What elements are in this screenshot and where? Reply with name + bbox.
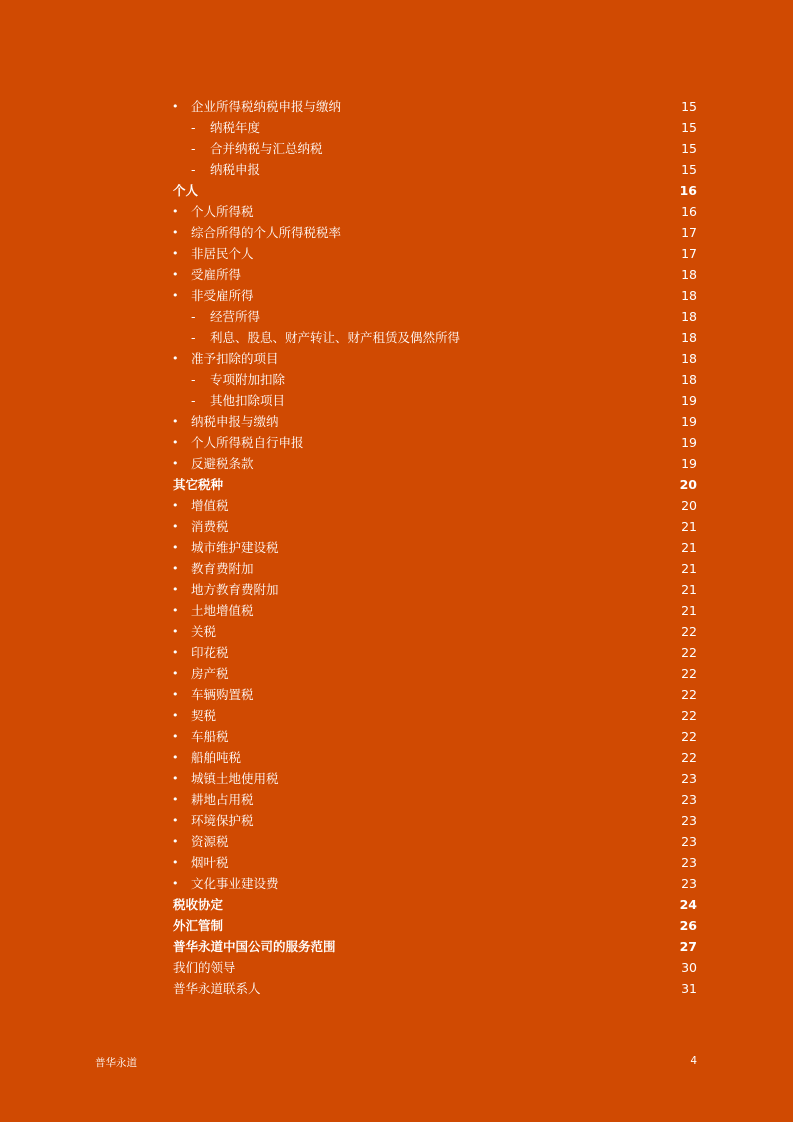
toc-entry-page: 26 bbox=[679, 918, 697, 933]
dash-icon: - bbox=[191, 330, 196, 345]
toc-entry-page: 18 bbox=[681, 309, 697, 324]
toc-entry-page: 24 bbox=[679, 897, 697, 912]
toc-entry-page: 19 bbox=[681, 393, 697, 408]
toc-entry-label: 土地增值税 bbox=[191, 603, 254, 618]
toc-entry-page: 18 bbox=[681, 267, 697, 282]
toc-entry[interactable] bbox=[0, 138, 793, 159]
toc-entry-label: 车船税 bbox=[191, 729, 229, 744]
toc-entry-page: 22 bbox=[681, 645, 697, 660]
toc-entry[interactable] bbox=[0, 390, 793, 411]
toc-entry-page: 22 bbox=[681, 708, 697, 723]
toc-entry[interactable] bbox=[0, 201, 793, 222]
toc-entry[interactable] bbox=[0, 621, 793, 642]
toc-entry-page: 19 bbox=[681, 414, 697, 429]
toc-entry-label: 烟叶税 bbox=[191, 855, 229, 870]
toc-entry-label: 船舶吨税 bbox=[191, 750, 242, 765]
toc-entry-page: 17 bbox=[681, 225, 697, 240]
toc-entry-label: 受雇所得 bbox=[191, 267, 242, 282]
dash-icon: - bbox=[191, 162, 196, 177]
bullet-icon: • bbox=[172, 604, 179, 617]
toc-entry-page: 17 bbox=[681, 246, 697, 261]
toc-entry[interactable] bbox=[0, 768, 793, 789]
toc-entry[interactable] bbox=[0, 747, 793, 768]
toc-entry-label: 其它税种 bbox=[173, 477, 224, 492]
toc-entry-label: 专项附加扣除 bbox=[210, 372, 286, 387]
bullet-icon: • bbox=[172, 625, 179, 638]
toc-entry-label: 耕地占用税 bbox=[191, 792, 254, 807]
toc-entry[interactable] bbox=[0, 726, 793, 747]
dash-icon: - bbox=[191, 120, 196, 135]
toc-entry[interactable] bbox=[0, 453, 793, 474]
toc-entry-label: 经营所得 bbox=[210, 309, 261, 324]
toc-entry-label: 准予扣除的项目 bbox=[191, 351, 279, 366]
toc-entry-page: 20 bbox=[679, 477, 697, 492]
toc-entry-page: 27 bbox=[679, 939, 697, 954]
toc-entry[interactable] bbox=[0, 579, 793, 600]
toc-entry[interactable] bbox=[0, 348, 793, 369]
toc-entry-label: 纳税年度 bbox=[210, 120, 261, 135]
toc-entry-page: 20 bbox=[681, 498, 697, 513]
toc-entry[interactable] bbox=[0, 936, 793, 957]
toc-entry[interactable] bbox=[0, 369, 793, 390]
bullet-icon: • bbox=[172, 814, 179, 827]
toc-entry-page: 23 bbox=[681, 813, 697, 828]
toc-entry-page: 19 bbox=[681, 435, 697, 450]
toc-entry-label: 综合所得的个人所得税税率 bbox=[191, 225, 342, 240]
bullet-icon: • bbox=[172, 583, 179, 596]
toc-entry-page: 16 bbox=[679, 183, 697, 198]
bullet-icon: • bbox=[172, 688, 179, 701]
bullet-icon: • bbox=[172, 667, 179, 680]
toc-entry-page: 22 bbox=[681, 624, 697, 639]
bullet-icon: • bbox=[172, 268, 179, 281]
toc-entry-label: 普华永道中国公司的服务范围 bbox=[173, 939, 336, 954]
toc-entry[interactable] bbox=[0, 180, 793, 201]
toc-entry-page: 21 bbox=[681, 603, 697, 618]
bullet-icon: • bbox=[172, 247, 179, 260]
toc-entry-page: 18 bbox=[681, 351, 697, 366]
toc-entry-page: 21 bbox=[681, 540, 697, 555]
toc-entry-label: 外汇管制 bbox=[173, 918, 224, 933]
bullet-icon: • bbox=[172, 877, 179, 890]
dash-icon: - bbox=[191, 309, 196, 324]
bullet-icon: • bbox=[172, 205, 179, 218]
bullet-icon: • bbox=[172, 499, 179, 512]
toc-entry-label: 非受雇所得 bbox=[191, 288, 254, 303]
toc-entry[interactable] bbox=[0, 495, 793, 516]
toc-entry[interactable] bbox=[0, 306, 793, 327]
dash-icon: - bbox=[191, 141, 196, 156]
table-of-contents bbox=[0, 96, 793, 999]
toc-entry-label: 纳税申报 bbox=[210, 162, 261, 177]
toc-entry-label: 普华永道联系人 bbox=[173, 981, 261, 996]
toc-entry-page: 19 bbox=[681, 456, 697, 471]
bullet-icon: • bbox=[172, 457, 179, 470]
bullet-icon: • bbox=[172, 856, 179, 869]
toc-entry-page: 18 bbox=[681, 330, 697, 345]
toc-entry-page: 23 bbox=[681, 855, 697, 870]
toc-entry-page: 23 bbox=[681, 876, 697, 891]
toc-entry-label: 环境保护税 bbox=[191, 813, 254, 828]
toc-entry[interactable] bbox=[0, 810, 793, 831]
toc-entry-page: 18 bbox=[681, 372, 697, 387]
toc-entry-label: 税收协定 bbox=[173, 897, 224, 912]
toc-entry[interactable] bbox=[0, 516, 793, 537]
toc-entry[interactable] bbox=[0, 831, 793, 852]
toc-entry[interactable] bbox=[0, 117, 793, 138]
toc-entry-page: 21 bbox=[681, 519, 697, 534]
toc-entry-page: 18 bbox=[681, 288, 697, 303]
toc-entry-label: 资源税 bbox=[191, 834, 229, 849]
toc-entry[interactable] bbox=[0, 978, 793, 999]
footer-brand: 普华永道 bbox=[95, 1057, 137, 1069]
toc-entry-label: 个人所得税自行申报 bbox=[191, 435, 304, 450]
toc-entry[interactable] bbox=[0, 474, 793, 495]
bullet-icon: • bbox=[172, 436, 179, 449]
bullet-icon: • bbox=[172, 646, 179, 659]
bullet-icon: • bbox=[172, 793, 179, 806]
toc-entry[interactable] bbox=[0, 96, 793, 117]
toc-entry[interactable] bbox=[0, 537, 793, 558]
toc-entry-page: 22 bbox=[681, 666, 697, 681]
toc-entry-label: 文化事业建设费 bbox=[191, 876, 279, 891]
toc-entry[interactable] bbox=[0, 558, 793, 579]
toc-entry-page: 23 bbox=[681, 792, 697, 807]
toc-entry-label: 反避税条款 bbox=[191, 456, 254, 471]
toc-entry-page: 15 bbox=[681, 162, 697, 177]
toc-entry-label: 城镇土地使用税 bbox=[191, 771, 279, 786]
toc-entry-label: 印花税 bbox=[191, 645, 229, 660]
toc-entry-page: 23 bbox=[681, 834, 697, 849]
bullet-icon: • bbox=[172, 352, 179, 365]
toc-entry-label: 纳税申报与缴纳 bbox=[191, 414, 279, 429]
toc-entry-page: 22 bbox=[681, 750, 697, 765]
toc-entry[interactable] bbox=[0, 264, 793, 285]
toc-entry-label: 非居民个人 bbox=[191, 246, 254, 261]
toc-entry[interactable] bbox=[0, 873, 793, 894]
toc-entry-page: 15 bbox=[681, 141, 697, 156]
toc-entry[interactable] bbox=[0, 642, 793, 663]
toc-entry[interactable] bbox=[0, 159, 793, 180]
toc-entry-page: 23 bbox=[681, 771, 697, 786]
toc-entry[interactable] bbox=[0, 285, 793, 306]
toc-entry[interactable] bbox=[0, 894, 793, 915]
bullet-icon: • bbox=[172, 100, 179, 113]
toc-entry[interactable] bbox=[0, 222, 793, 243]
toc-entry-page: 16 bbox=[681, 204, 697, 219]
toc-entry-label: 房产税 bbox=[191, 666, 229, 681]
bullet-icon: • bbox=[172, 730, 179, 743]
dash-icon: - bbox=[191, 372, 196, 387]
bullet-icon: • bbox=[172, 226, 179, 239]
toc-entry-page: 21 bbox=[681, 582, 697, 597]
toc-entry-label: 关税 bbox=[191, 624, 217, 639]
toc-entry-label: 教育费附加 bbox=[191, 561, 254, 576]
toc-entry-label: 地方教育费附加 bbox=[191, 582, 279, 597]
toc-entry[interactable] bbox=[0, 243, 793, 264]
bullet-icon: • bbox=[172, 289, 179, 302]
toc-entry-label: 合并纳税与汇总纳税 bbox=[210, 141, 323, 156]
toc-entry[interactable] bbox=[0, 600, 793, 621]
toc-entry[interactable] bbox=[0, 432, 793, 453]
toc-entry-label: 消费税 bbox=[191, 519, 229, 534]
bullet-icon: • bbox=[172, 520, 179, 533]
dash-icon: - bbox=[191, 393, 196, 408]
toc-entry-page: 15 bbox=[681, 99, 697, 114]
toc-entry[interactable] bbox=[0, 915, 793, 936]
toc-entry-page: 22 bbox=[681, 729, 697, 744]
toc-entry[interactable] bbox=[0, 411, 793, 432]
toc-entry-label: 增值税 bbox=[191, 498, 229, 513]
bullet-icon: • bbox=[172, 751, 179, 764]
toc-entry[interactable] bbox=[0, 957, 793, 978]
toc-entry-label: 个人所得税 bbox=[191, 204, 254, 219]
toc-entry-label: 车辆购置税 bbox=[191, 687, 254, 702]
footer-page-number: 4 bbox=[690, 1055, 697, 1067]
toc-entry-label: 城市维护建设税 bbox=[191, 540, 279, 555]
toc-entry-page: 21 bbox=[681, 561, 697, 576]
toc-entry[interactable] bbox=[0, 663, 793, 684]
toc-entry-label: 企业所得税纳税申报与缴纳 bbox=[191, 99, 342, 114]
toc-entry[interactable] bbox=[0, 684, 793, 705]
toc-entry-page: 22 bbox=[681, 687, 697, 702]
toc-entry-label: 我们的领导 bbox=[173, 960, 236, 975]
toc-entry-page: 15 bbox=[681, 120, 697, 135]
bullet-icon: • bbox=[172, 709, 179, 722]
toc-entry-label: 利息、股息、财产转让、财产租赁及偶然所得 bbox=[210, 330, 461, 345]
toc-entry-label: 其他扣除项目 bbox=[210, 393, 286, 408]
bullet-icon: • bbox=[172, 415, 179, 428]
bullet-icon: • bbox=[172, 562, 179, 575]
bullet-icon: • bbox=[172, 835, 179, 848]
toc-entry-page: 31 bbox=[681, 981, 697, 996]
toc-entry-label: 契税 bbox=[191, 708, 217, 723]
toc-entry-page: 30 bbox=[681, 960, 697, 975]
toc-entry[interactable] bbox=[0, 852, 793, 873]
bullet-icon: • bbox=[172, 541, 179, 554]
toc-entry[interactable] bbox=[0, 705, 793, 726]
toc-entry[interactable] bbox=[0, 789, 793, 810]
bullet-icon: • bbox=[172, 772, 179, 785]
toc-entry[interactable] bbox=[0, 327, 793, 348]
toc-entry-label: 个人 bbox=[173, 183, 199, 198]
